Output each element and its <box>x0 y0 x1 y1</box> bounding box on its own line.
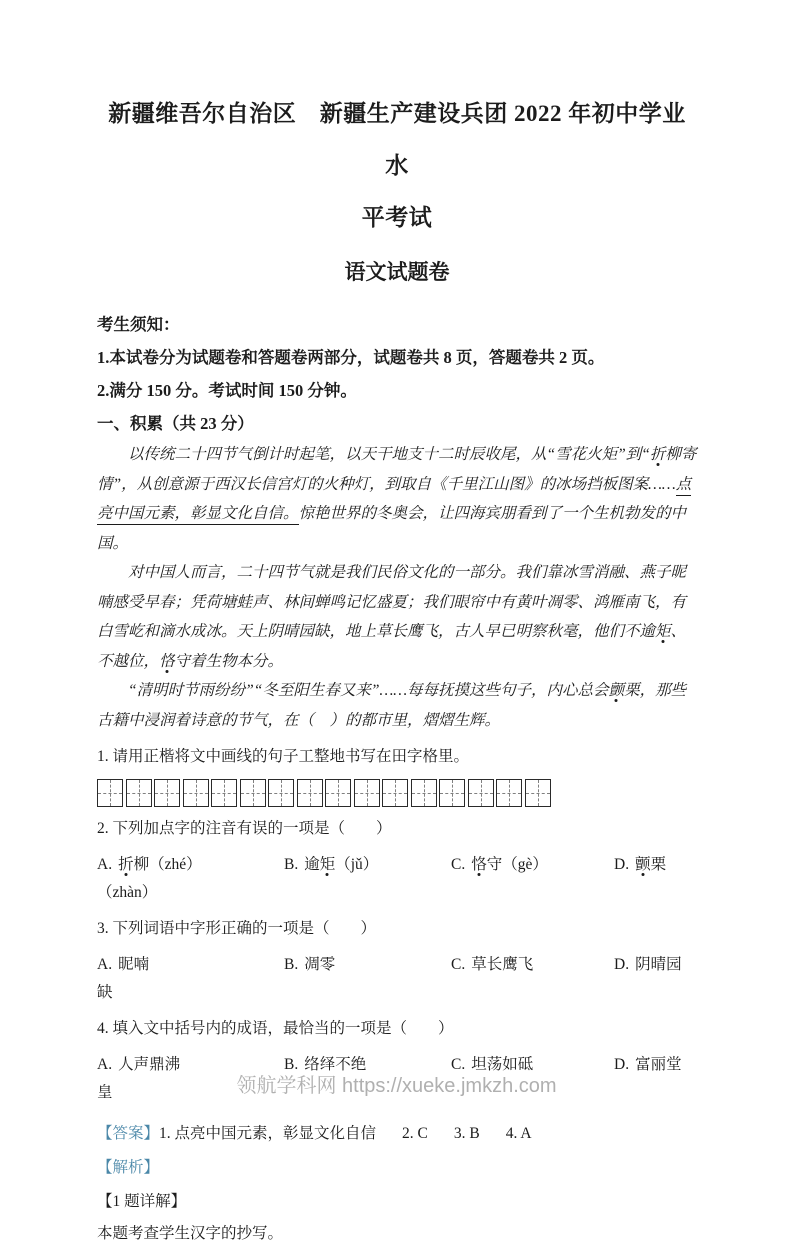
text-run: 坦荡如砥 <box>471 1056 534 1073</box>
emphasis-dot-char: 颤 <box>635 856 651 873</box>
option-label: A. <box>97 856 113 873</box>
option-label: B. <box>284 956 299 973</box>
writing-grid-cell <box>325 779 351 807</box>
option-label: D. <box>614 1056 630 1073</box>
detail-heading: 【1 题详解】 <box>97 1193 187 1210</box>
option-label: B. <box>284 856 299 873</box>
writing-grid-cell <box>439 779 465 807</box>
underlined-text: 点亮中国元素，彰显文化自信。 <box>97 476 691 526</box>
text-run: 络绎不绝 <box>304 1056 367 1073</box>
emphasis-dot-char: 折 <box>649 446 666 463</box>
analysis-row <box>97 1153 697 1183</box>
text-run: 守着生物本分。 <box>174 652 284 670</box>
writing-grid-cell <box>183 779 209 807</box>
question-2-stem: 2. 下列加点字的注音有误的一项是（ ） <box>97 820 392 837</box>
text-run: 对中国人而言，二十四节气就是我们民俗文化的一部分。我们靠冰雪消融、燕子昵喃感受早春；凭荷塘蛙声、林间蝉鸣记忆盛夏；我们眼帘中有黄叶凋零、鸿雁南飞，有白雪屹和滴水成冰。天上阴晴园缺，地上草长鹰飞，古人早已明察秋毫，他们不逾 <box>97 564 687 640</box>
writing-grid-cell <box>126 779 152 807</box>
passage-paragraph <box>97 676 697 735</box>
question-2-option-overflow: （zhàn） <box>97 884 158 901</box>
text-run: “清明时节雨纷纷”“冬至阳生春又来”……每每抚摸这些句子，内心总会 <box>128 682 609 699</box>
writing-grid-cell <box>525 779 551 807</box>
question-4-stem: 4. 填入文中括号内的成语，最恰当的一项是（ ） <box>97 1020 454 1037</box>
text-run: 逾 <box>304 856 320 873</box>
emphasis-dot-char: 矩 <box>655 623 671 640</box>
emphasis-dot-char: 折 <box>118 856 134 873</box>
text-run: 昵喃 <box>118 956 150 973</box>
option-label: C. <box>451 1056 466 1073</box>
option-B <box>284 851 451 879</box>
option-label: B. <box>284 1056 299 1073</box>
option-B <box>284 951 451 979</box>
writing-grid-cell <box>240 779 266 807</box>
option-C <box>451 951 614 979</box>
emphasis-dot-char: 矩 <box>319 856 336 873</box>
reading-passage <box>97 440 697 735</box>
text-run: 、不越位， <box>97 623 687 670</box>
paper-title-line2: 平考试 <box>361 205 433 230</box>
answer-row <box>97 1119 697 1149</box>
passage-paragraph <box>97 558 697 676</box>
option-A <box>97 951 284 979</box>
emphasis-dot-char: 恪 <box>159 652 175 670</box>
notice-item-2: 2.满分 150 分。考试时间 150 分钟。 <box>97 381 357 400</box>
paper-title-line1: 新疆维吾尔自治区 新疆生产建设兵团 2022 年初中学业水 <box>108 101 686 178</box>
text-run: 惊艳世界的冬奥会，让四海宾朋看到了一个生机勃发的中国。 <box>97 505 687 552</box>
option-label: A. <box>97 956 113 973</box>
passage-paragraph <box>97 440 697 558</box>
question-2-options <box>97 851 697 879</box>
text-run: 草长鹰飞 <box>471 956 534 973</box>
writing-grid-cell <box>411 779 437 807</box>
writing-grid <box>97 779 697 807</box>
question-1-stem: 1. 请用正楷将文中画线的句子工整地书写在田字格里。 <box>97 748 470 765</box>
watermark-footer: 领航学科网 https://xueke.jmkzh.com <box>236 1075 557 1097</box>
text-run: 凋零 <box>304 956 336 973</box>
answer-item: 1. 点亮中国元素，彰显文化自信 <box>159 1125 377 1142</box>
text-run: 柳寄情”，从创意源于西汉长信宫灯的火种灯，到取自《千里江山图》的冰场挡板图案…… <box>97 446 697 493</box>
text-run: 守（gè） <box>486 856 548 873</box>
option-D <box>614 951 682 979</box>
writing-grid-cell <box>382 779 408 807</box>
option-label: C. <box>451 856 466 873</box>
notice-item-1: 1.本试卷分为试题卷和答题卷两部分，试题卷共 8 页，答题卷共 2 页。 <box>97 348 605 367</box>
section-heading: 一、积累（共 23 分） <box>97 414 254 433</box>
text-run: 栗 <box>650 856 667 873</box>
notice-heading: 考生须知： <box>97 315 180 334</box>
paper-subtitle: 语文试题卷 <box>344 260 450 284</box>
option-label: C. <box>451 956 466 973</box>
option-label: D. <box>614 956 630 973</box>
question-3-stem: 3. 下列词语中字形正确的一项是（ ） <box>97 920 377 937</box>
paper-title <box>97 88 697 244</box>
answer-items <box>159 1125 532 1142</box>
writing-grid-cell <box>97 779 123 807</box>
answer-item: 2. C <box>402 1125 428 1142</box>
answer-item: 3. B <box>453 1125 480 1142</box>
emphasis-dot-char: 恪 <box>471 856 487 873</box>
text-run: 柳（zhé） <box>133 856 202 873</box>
text-run: 阴晴园 <box>635 956 682 973</box>
writing-grid-cell <box>297 779 323 807</box>
detail-text: 本题考查学生汉字的抄写。 <box>97 1225 284 1242</box>
writing-grid-cell <box>154 779 180 807</box>
emphasis-dot-char: 颤 <box>608 682 625 699</box>
option-label: A. <box>97 1056 113 1073</box>
option-C <box>451 851 614 879</box>
text-run: 人声鼎沸 <box>118 1056 181 1073</box>
answer-item: 4. A <box>505 1125 532 1142</box>
option-D <box>614 851 666 879</box>
question-3-option-overflow: 缺 <box>97 984 113 1001</box>
answer-label: 【答案】 <box>97 1125 160 1142</box>
writing-grid-cell <box>468 779 494 807</box>
option-label: D. <box>614 856 630 873</box>
text-run: （jǔ） <box>335 856 379 873</box>
text-run: 栗，那些古籍中浸润着诗意的节气，在（ ）的都市里，熠熠生辉。 <box>97 682 687 729</box>
analysis-label: 【解析】 <box>97 1159 160 1176</box>
question-3-options <box>97 951 697 979</box>
question-4-option-overflow: 皇 <box>97 1084 113 1101</box>
writing-grid-cell <box>496 779 522 807</box>
writing-grid-cell <box>268 779 294 807</box>
writing-grid-cell <box>354 779 380 807</box>
option-A <box>97 851 284 879</box>
text-run: 以传统二十四节气倒计时起笔，以天干地支十二时辰收尾，从“雪花火矩”到“ <box>128 446 650 463</box>
writing-grid-cell <box>211 779 237 807</box>
text-run: 富丽堂 <box>635 1056 682 1073</box>
